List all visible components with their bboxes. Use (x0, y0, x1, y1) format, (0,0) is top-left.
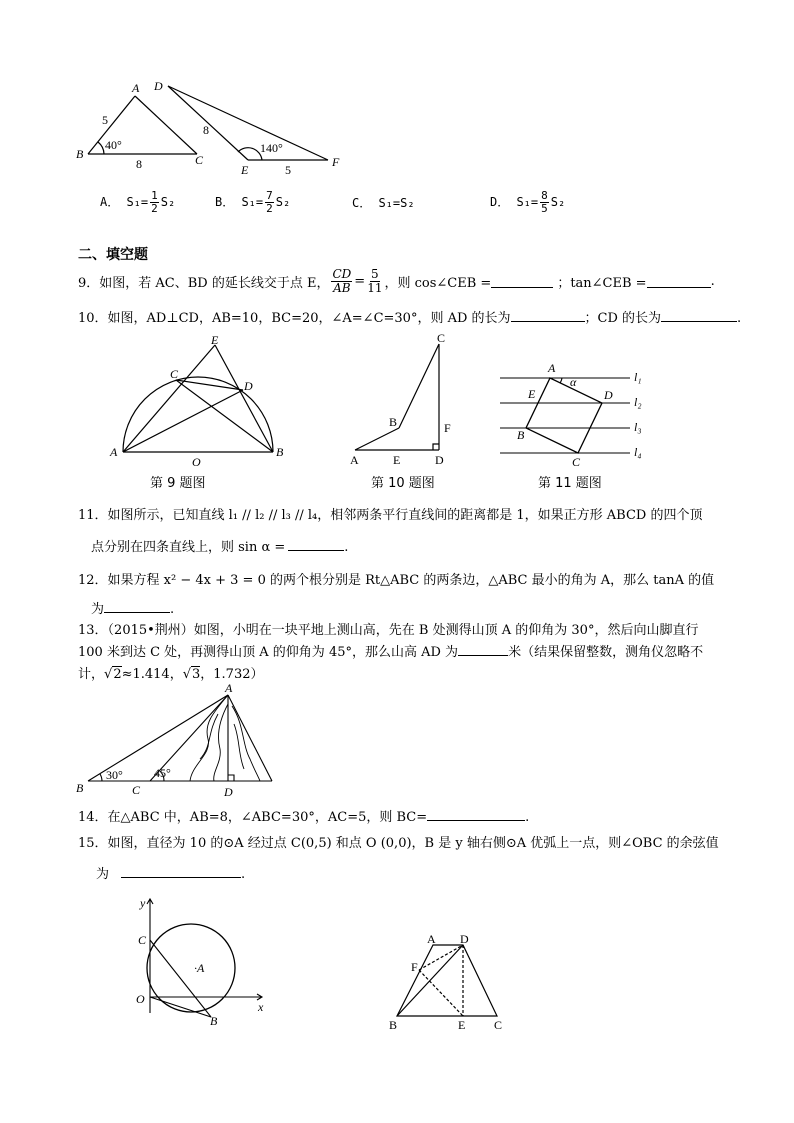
q9-ratio-den: AB (333, 281, 351, 295)
fig11-label-c: C (572, 455, 581, 469)
fig15-label-c: C (138, 933, 147, 947)
figure-16-trapezoid (385, 933, 520, 1033)
fig15-label-y: y (140, 896, 146, 910)
q9-sep: ；tan∠CEB = (557, 276, 647, 291)
q13-line3b: ≈1.414， (121, 667, 183, 682)
q9-value (367, 268, 382, 295)
fig16-label-d: D (460, 932, 469, 946)
option-b[interactable] (215, 190, 290, 215)
section-title: 二、填空题 (78, 247, 148, 263)
fig10-label-c: C (437, 331, 446, 345)
label-ef-length: 5 (285, 163, 291, 177)
label-ab-length: 5 (102, 113, 108, 127)
option-c[interactable] (352, 194, 415, 211)
q9-pre: 9．如图，若 AC、BD 的延长线交于点 E， (78, 276, 330, 291)
question-15-line1: 15．如图，直径为 10 的⊙A 经过点 C(0,5) 和点 O (0,0)，B 是 y 轴右侧⊙A 优弧上一点，则∠OBC 的余弦值 (78, 836, 719, 851)
fig16-label-e: E (458, 1018, 466, 1032)
option-d[interactable] (490, 190, 565, 215)
question-14 (78, 806, 529, 825)
figure-13-mountain (72, 681, 282, 799)
fig10-label-d: D (435, 453, 444, 467)
fig10-label-e: E (393, 453, 401, 467)
question-10 (78, 307, 741, 326)
option-a[interactable] (100, 190, 175, 215)
label-a: A (132, 81, 140, 95)
question-11-line2 (91, 536, 348, 555)
option-c-text: C． S₁=S₂ (352, 196, 415, 210)
label-angle-b: 40° (105, 138, 122, 152)
q13-line2b: 米（结果保留整数，测角仪忽略不 (508, 645, 704, 660)
option-b-den: 2 (266, 202, 273, 215)
question-12-line1: 12．如果方程 x² − 4x + 3 = 0 的两个根分别是 Rt△ABC 的两条边，△ABC 最小的角为 A，那么 tanA 的值 (78, 573, 715, 588)
q9-answer-tan[interactable] (647, 275, 711, 288)
q9-ratio (331, 268, 352, 295)
q10-mid: ；CD 的长为 (584, 311, 662, 326)
q13-line2a: 100 米到达 C 处，再测得山顶 A 的仰角为 45°，那么山高 AD 为 (78, 645, 459, 660)
q11-line2-text: 点分别在四条直线上，则 sin α = (91, 540, 286, 555)
label-c: C (195, 153, 204, 167)
question-12-line2 (91, 598, 174, 617)
q10-answer-cd[interactable] (661, 309, 737, 322)
fig11-label-l3: l₃ (634, 420, 642, 434)
fig16-label-a: A (427, 932, 436, 946)
fig16-label-c: C (494, 1018, 503, 1032)
fig13-label-c: C (132, 783, 141, 797)
q9-answer-cos[interactable] (491, 275, 553, 288)
q12-answer[interactable] (104, 600, 170, 613)
fig15-label-a: ·A (194, 961, 205, 975)
q14-end: . (525, 810, 530, 825)
option-d-suffix: S₂ (550, 195, 566, 209)
figure-9 (108, 333, 288, 478)
q15-line2-text: 为 (96, 867, 110, 882)
fig10-label-f: F (444, 421, 451, 435)
q9-end: . (710, 274, 715, 289)
fig11-label-l2: l₂ (634, 395, 642, 409)
fig15-label-o: O (136, 992, 145, 1006)
option-d-prefix: D． S₁= (490, 195, 539, 209)
fig15-label-x: x (258, 1000, 264, 1014)
fig13-label-d: D (224, 785, 233, 799)
option-b-num: 7 (266, 189, 273, 202)
question-13-line3: 计，√2≈1.414，√3，1.732） (78, 667, 264, 682)
fig13-angle-45: 45° (154, 766, 171, 780)
option-d-fraction (540, 190, 549, 215)
option-b-suffix: S₂ (275, 195, 291, 209)
fig9-label-a: A (110, 445, 118, 459)
fig9-label-c: C (170, 367, 179, 381)
fig11-label-d: D (604, 388, 613, 402)
option-a-suffix: S₂ (160, 195, 176, 209)
question-11-line1: 11．如图所示，已知直线 l₁ // l₂ // l₃ // l₄，相邻两条平行直线间的距离都是 1，如果正方形 ABCD 的四个顶 (78, 508, 703, 523)
option-b-prefix: B． S₁= (215, 195, 264, 209)
fig10-label-b: B (389, 415, 398, 429)
fig13-angle-30: 30° (106, 768, 123, 782)
fig16-label-f: F (411, 960, 418, 974)
q14-text: 14．在△ABC 中，AB=8，∠ABC=30°，AC=5，则 BC= (78, 810, 428, 825)
q10-answer-ad[interactable] (511, 309, 585, 322)
label-f: F (332, 155, 340, 169)
q11-answer[interactable] (288, 538, 344, 551)
q9-value-den: 11 (367, 281, 383, 295)
q12-line2-text: 为 (91, 602, 105, 617)
q12-end: . (170, 602, 175, 617)
fig11-label-a: A (548, 361, 556, 375)
question-15-line2 (96, 863, 245, 882)
q11-end: . (344, 540, 349, 555)
q13-line3c: ，1.732） (200, 667, 264, 682)
option-b-fraction (265, 190, 274, 215)
option-a-den: 2 (151, 202, 158, 215)
fig16-label-b: B (389, 1018, 398, 1032)
option-d-num: 8 (541, 189, 548, 202)
fig10-label-a: A (350, 453, 359, 467)
q13-sqrt2: 2 (113, 667, 122, 682)
q9-mid: ，则 cos∠CEB = (384, 276, 492, 291)
figure-15-circle (130, 893, 280, 1028)
fig15-label-b: B (210, 1014, 218, 1028)
option-a-prefix: A． S₁= (100, 195, 149, 209)
fig11-label-b: B (517, 428, 525, 442)
fig9-label-o: O (192, 455, 201, 469)
figure-11 (498, 360, 658, 470)
fig9-label-d: D (244, 379, 253, 393)
label-de-length: 8 (203, 123, 209, 137)
label-bc-length: 8 (136, 157, 142, 171)
question-9 (78, 268, 715, 295)
figure-10 (345, 331, 465, 467)
fig9-caption: 第 9 题图 (150, 476, 206, 491)
fig11-label-e: E (528, 387, 536, 401)
q15-answer[interactable] (121, 865, 241, 878)
fig10-caption: 第 10 题图 (371, 476, 435, 491)
question-13-line1: 13．（2015•荆州）如图，小明在一块平地上测山高，先在 B 处测得山顶 A 的仰角为 30°，然后向山脚直行 (78, 623, 699, 638)
q14-answer[interactable] (427, 808, 525, 821)
q10-text: 10．如图，AD⊥CD，AB=10，BC=20，∠A=∠C=30°，则 AD 的长为 (78, 311, 511, 326)
q13-answer[interactable] (458, 643, 508, 656)
q13-line3a: 计， (78, 667, 105, 682)
fig9-label-e: E (211, 333, 219, 347)
option-a-fraction (150, 190, 159, 215)
fig11-label-l4: l₄ (634, 445, 642, 459)
fig11-label-alpha: α (570, 375, 577, 389)
top-triangles-figure (70, 72, 430, 182)
question-13-line2 (78, 641, 703, 660)
q13-sqrt3: 3 (192, 667, 201, 682)
option-d-den: 5 (541, 202, 548, 215)
label-e: E (241, 163, 249, 177)
fig11-label-l1: l₁ (634, 370, 642, 384)
q9-ratio-num: CD (332, 267, 352, 281)
q9-value-num: 5 (371, 267, 379, 281)
fig13-label-a: A (225, 681, 233, 695)
fig11-caption: 第 11 题图 (538, 476, 602, 491)
label-angle-e: 140° (260, 141, 283, 155)
q15-end: . (241, 867, 246, 882)
label-b: B (76, 147, 84, 161)
option-a-num: 1 (151, 189, 158, 202)
q10-end: . (737, 311, 742, 326)
fig9-label-b: B (276, 445, 284, 459)
fig13-label-b: B (76, 781, 84, 795)
label-d: D (154, 79, 163, 93)
q9-eq: = (354, 274, 366, 289)
